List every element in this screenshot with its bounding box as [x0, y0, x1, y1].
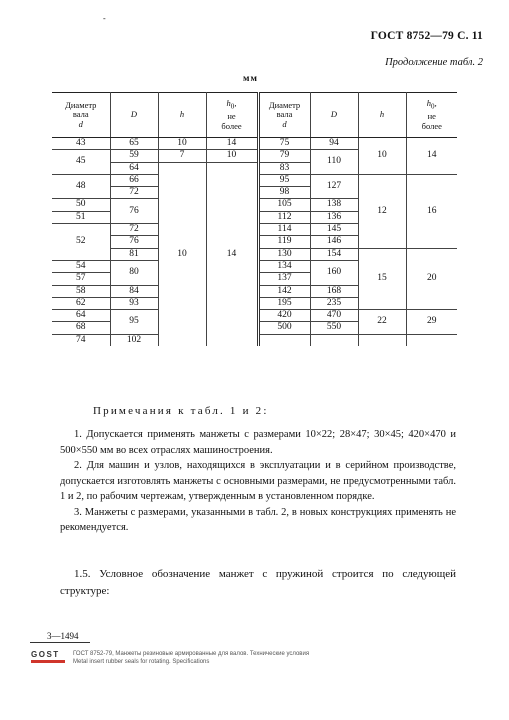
- cell: 58: [52, 285, 110, 297]
- col-header-h0: $h_0$, не более: [206, 93, 258, 138]
- table-row: [52, 138, 457, 150]
- page-header: ГОСТ 8752—79 С. 11: [370, 30, 483, 42]
- cell: 12: [358, 174, 406, 248]
- cell: 7: [158, 150, 206, 162]
- cell: 65: [110, 138, 158, 150]
- cell: 130: [258, 248, 310, 260]
- cell: 14: [206, 162, 258, 346]
- cell: 68: [52, 322, 110, 334]
- cell: 137: [258, 273, 310, 285]
- cell: 64: [110, 162, 158, 174]
- cell: 102: [110, 334, 158, 346]
- table-continuation-label: Продолжение табл. 2: [385, 57, 483, 68]
- notes-title: Примечания к табл. 1 и 2:: [93, 405, 269, 417]
- cell: 45: [52, 150, 110, 175]
- cell: 500: [258, 322, 310, 334]
- note-3: 3. Манжеты с размерами, указанными в табл. 2, в новых конструкциях применять не рекомендуется.: [60, 506, 456, 533]
- cell: 10: [158, 138, 206, 150]
- cell: [358, 334, 406, 346]
- col-header-h: h: [158, 93, 206, 138]
- cell: 76: [110, 199, 158, 224]
- col-header-D-2: D: [310, 93, 358, 138]
- footer-caption-ru: ГОСТ 8752-79, Манжеты резиновые армированные для валов. Технические условия: [73, 651, 310, 657]
- col-header-shaft-diameter-2: Диаметр вала d: [258, 93, 310, 138]
- cell: [406, 334, 457, 346]
- note-1: 1. Допускается применять манжеты с размерами 10×22; 28×47; 30×45; 420×470 и 500×550 мм во всех отраслях машиностроения.: [60, 429, 456, 456]
- cell: 154: [310, 248, 358, 260]
- cell: 14: [406, 138, 457, 175]
- footer-caption: [73, 650, 309, 666]
- cell: 22: [358, 310, 406, 335]
- cell: [258, 334, 310, 346]
- cell: 16: [406, 174, 457, 248]
- cell: 142: [258, 285, 310, 297]
- gost-logo-bar: [31, 660, 65, 663]
- cell: 50: [52, 199, 110, 211]
- cell: 94: [310, 138, 358, 150]
- cell: 470: [310, 310, 358, 322]
- cell: 29: [406, 310, 457, 335]
- cell: 64: [52, 310, 110, 322]
- cell: 110: [310, 150, 358, 175]
- cell: 105: [258, 199, 310, 211]
- cell: 74: [52, 334, 110, 346]
- cell: 15: [358, 248, 406, 309]
- cell: 66: [110, 174, 158, 186]
- cell: 98: [258, 187, 310, 199]
- cell: 550: [310, 322, 358, 334]
- cell: 54: [52, 260, 110, 272]
- cell: 81: [110, 248, 158, 260]
- table-header-row: [52, 93, 457, 138]
- cell: 52: [52, 224, 110, 261]
- cell: 136: [310, 211, 358, 223]
- cell: 145: [310, 224, 358, 236]
- cell: 80: [110, 260, 158, 285]
- cell: 10: [158, 162, 206, 346]
- footer-caption-en: Metal insert rubber seals for rotating. Specifications: [73, 659, 210, 665]
- cell: 127: [310, 174, 358, 199]
- cell: 168: [310, 285, 358, 297]
- cell: 114: [258, 224, 310, 236]
- dimensions-table: [52, 92, 457, 346]
- cell: 59: [110, 150, 158, 162]
- scan-mark: -: [103, 14, 106, 23]
- cell: 57: [52, 273, 110, 285]
- cell: 84: [110, 285, 158, 297]
- cell: 112: [258, 211, 310, 223]
- cell: 95: [110, 310, 158, 335]
- cell: 14: [206, 138, 258, 150]
- cell: 138: [310, 199, 358, 211]
- cell: 160: [310, 260, 358, 285]
- cell: 72: [110, 224, 158, 236]
- col-header-h0-2: $h_0$, не более: [406, 93, 457, 138]
- note-2: 2. Для машин и узлов, находящихся в эксплуатации и в серийном производстве, допускается изготовлять манжеты с основными размерами, не предусмотренными табл. 1 и 2, по рабочим чертежам, утвержденным в установленном порядке.: [60, 460, 456, 502]
- cell: 83: [258, 162, 310, 174]
- cell: 76: [110, 236, 158, 248]
- cell: 62: [52, 297, 110, 309]
- cell: 10: [206, 150, 258, 162]
- cell: 75: [258, 138, 310, 150]
- cell: 93: [110, 297, 158, 309]
- cell: [310, 334, 358, 346]
- gost-logo-text: GOST: [31, 650, 60, 659]
- cell: 95: [258, 174, 310, 186]
- notes-body: [60, 427, 456, 536]
- cell: 48: [52, 174, 110, 199]
- col-header-h-2: h: [358, 93, 406, 138]
- gost-logo: [31, 650, 65, 663]
- cell: 79: [258, 150, 310, 162]
- cell: 195: [258, 297, 310, 309]
- cell: 235: [310, 297, 358, 309]
- cell: 146: [310, 236, 358, 248]
- footer-rule: [30, 642, 90, 643]
- cell: 119: [258, 236, 310, 248]
- col-header-D: D: [110, 93, 158, 138]
- cell: 420: [258, 310, 310, 322]
- units-label: мм: [243, 74, 258, 84]
- cell: 72: [110, 187, 158, 199]
- cell: 51: [52, 211, 110, 223]
- section-1-5: 1.5. Условное обозначение манжет с пружиной строится по следующей структуре:: [60, 568, 456, 597]
- col-header-shaft-diameter: Диаметр вала d: [52, 93, 110, 138]
- page-reference: 3—1494: [47, 631, 79, 641]
- cell: 43: [52, 138, 110, 150]
- cell: 10: [358, 138, 406, 175]
- cell: 134: [258, 260, 310, 272]
- cell: 20: [406, 248, 457, 309]
